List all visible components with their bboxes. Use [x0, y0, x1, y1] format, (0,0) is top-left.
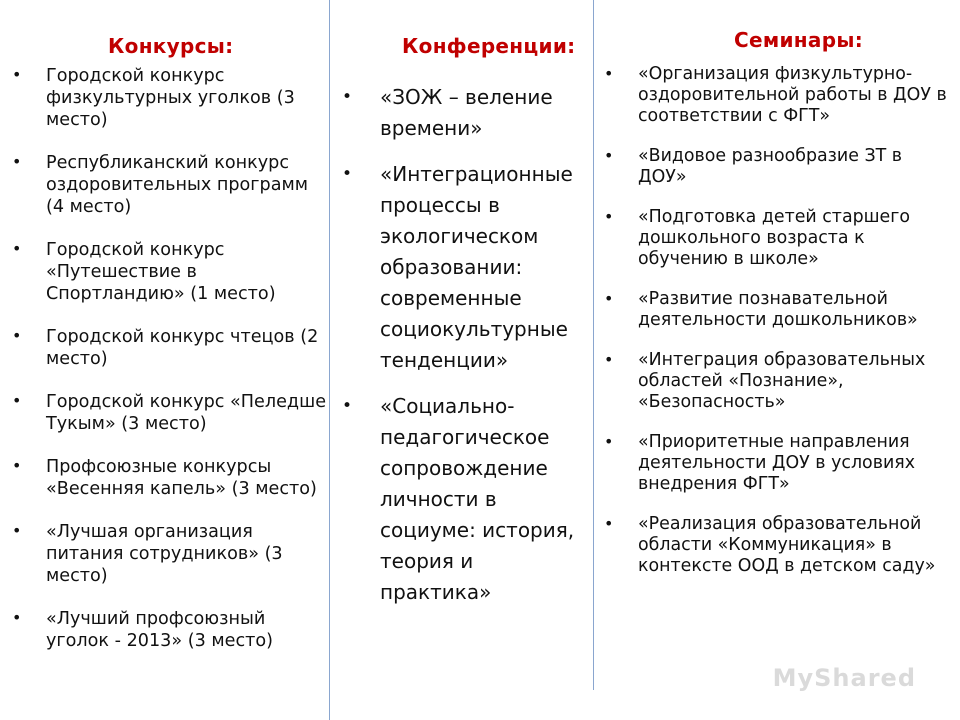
list-item: • «Лучший профсоюзный уголок - 2013» (3 место) [46, 608, 328, 652]
contests-list [46, 65, 328, 673]
list-item: • «Организация физкультурно-оздоровительной работы в ДОУ в соответствии с ФГТ» [638, 64, 952, 127]
list-item: • «Подготовка детей старшего дошкольного возраста к обучению в школе» [638, 207, 952, 270]
list-item: • «Интеграционные процессы в экологическом образовании: современные социокультурные тенденции» [380, 159, 585, 376]
conferences-heading: Конференции: [402, 34, 576, 58]
column-divider-right [593, 0, 594, 690]
list-item: • Городской конкурс «Пеледше Тукым» (3 место) [46, 391, 328, 435]
list-item: • «Реализация образовательной области «Коммуникация» в контексте ООД в детском саду» [638, 514, 952, 577]
column-divider-left [329, 0, 330, 720]
list-item: • Профсоюзные конкурсы «Весенняя капель» (3 место) [46, 456, 328, 500]
list-item: • «ЗОЖ – веление времени» [380, 82, 585, 144]
list-item: • Городской конкурс чтецов (2 место) [46, 326, 328, 370]
list-item: • Городской конкурс «Путешествие в Спортландию» (1 место) [46, 239, 328, 305]
list-item: • «Приоритетные направления деятельности ДОУ в условиях внедрения ФГТ» [638, 432, 952, 495]
conferences-list [380, 82, 585, 623]
list-item: • «Социально-педагогическое сопровождение личности в социуме: история, теория и практика» [380, 391, 585, 608]
watermark-logo: MyShared [772, 664, 916, 692]
list-item: • Республиканский конкурс оздоровительных программ (4 место) [46, 152, 328, 218]
list-item: • Городской конкурс физкультурных уголков (3 место) [46, 65, 328, 131]
seminars-list [638, 64, 952, 596]
list-item: • «Лучшая организация питания сотрудников» (3 место) [46, 521, 328, 587]
seminars-heading: Семинары: [734, 28, 864, 52]
list-item: • «Развитие познавательной деятельности дошкольников» [638, 289, 952, 331]
contests-heading: Конкурсы: [108, 34, 234, 58]
list-item: • «Видовое разнообразие ЗТ в ДОУ» [638, 146, 952, 188]
list-item: • «Интеграция образовательных областей «Познание», «Безопасность» [638, 350, 952, 413]
